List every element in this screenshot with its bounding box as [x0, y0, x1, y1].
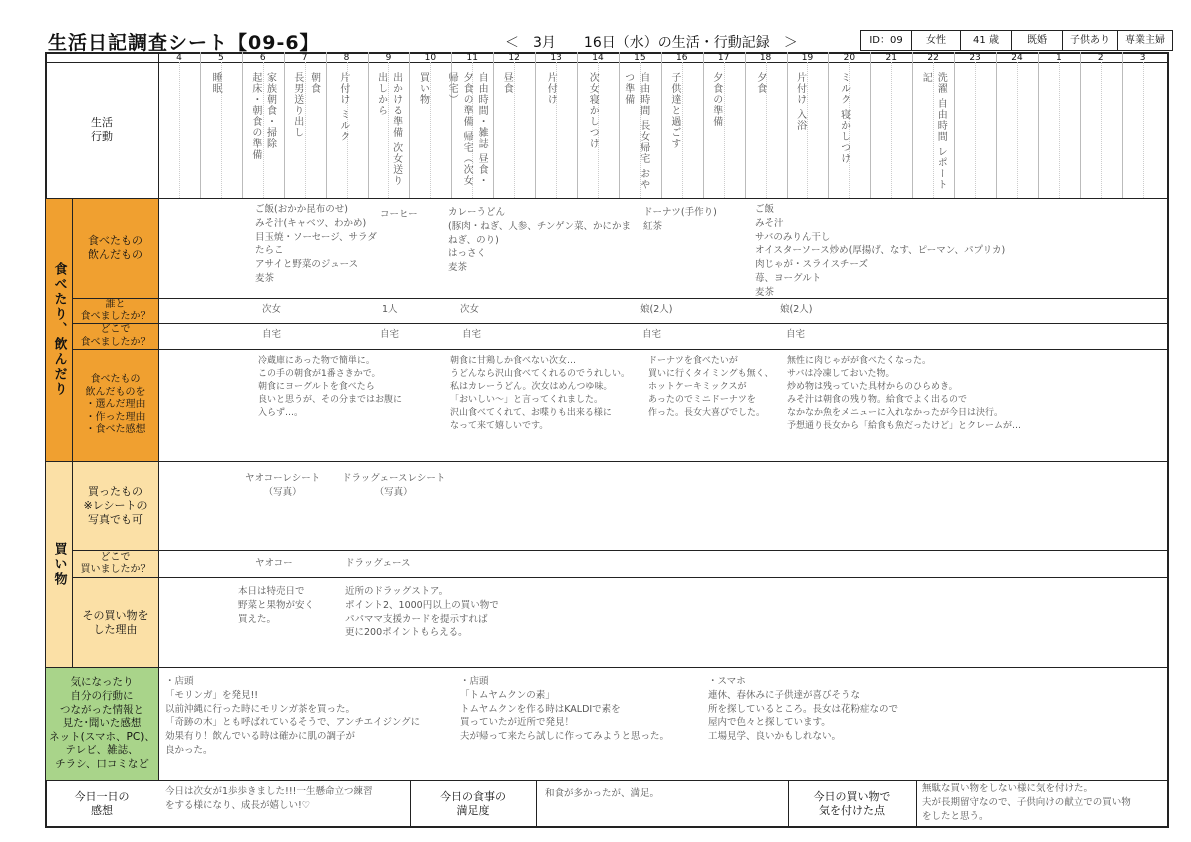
- respondent-info: [860, 30, 1173, 51]
- grid-line: [242, 52, 243, 198]
- hour-label: 20: [843, 53, 856, 63]
- food-category: 食べたり、飲んだり: [46, 198, 72, 461]
- grid-line: [788, 780, 789, 827]
- hour-label: 13: [550, 53, 562, 63]
- hour-label: 12: [508, 53, 520, 63]
- life-action-entry: 子供達と過ごす: [668, 72, 680, 149]
- grid-line: [46, 667, 1168, 668]
- respondent-occupation: 専業主婦: [1125, 35, 1165, 46]
- grid-line: [912, 52, 913, 198]
- grid-line: [870, 52, 871, 198]
- who-breakfast: 次女: [262, 304, 282, 315]
- who-coffee: 1人: [382, 304, 398, 315]
- shop-why-yaoko: 本日は特売日で 野菜と果物が安く 買えた。: [238, 586, 315, 625]
- grid-line: [996, 52, 997, 198]
- grid-line: [46, 198, 1168, 199]
- food-what-label: 食べたもの 飲んだもの: [73, 198, 158, 298]
- grid-line: [46, 780, 1168, 781]
- hour-label: 19: [801, 53, 814, 63]
- who-dinner: 娘(2人): [780, 304, 813, 315]
- grid-line: [200, 52, 201, 198]
- food-breakfast: ご飯(おかか昆布のせ) みそ汁(キャベツ、わかめ) 目玉焼・ソーセージ、サラダ たらこ アサイと野菜のジュース 麦茶: [255, 204, 377, 284]
- info-note-moringa: ・店頭 「モリンガ」を発見!! 以前沖縄に行った時にモリンガ茶を買った。 「奇跡の木」とも呼ばれているそうで、アンチエイジングに 効果有り！飲んでいる時は確かに肌の調子が 良かった。: [165, 676, 421, 756]
- hour-label: 22: [927, 53, 939, 63]
- where-coffee: 自宅: [380, 329, 400, 340]
- grid-line: [661, 52, 662, 198]
- life-action-label: 生活 行動: [91, 115, 113, 143]
- why-lunch: 朝食に甘鶏しか食べない次女… うどんなら沢山食べてくれるのでうれしい。 私はカレーうどん。次女はめんつゆ味。 「おいしい～」と言ってくれました。 沢山食べてくれて、お喋りも出来る様に なって来て嬉しいです。: [450, 356, 631, 432]
- sheet-title: 生活日記調査シート【09-6】: [48, 32, 320, 54]
- footer-shop-text: 無駄な買い物をしない様に気を付けた。 夫が長期留守なので、子供向けの献立での買い物 をしたと思う。: [922, 783, 1131, 822]
- grid-line: [46, 461, 1168, 462]
- life-action-entry: 次女寝かしつけ: [587, 72, 599, 149]
- hour-label: 9: [385, 53, 392, 63]
- grid-line: [916, 780, 917, 827]
- shop-where-label: どこで 買いましたか？: [73, 551, 158, 577]
- why-dinner: 無性に肉じゃがが食べたくなった。 サバは冷凍しておいた物。 炒め物は残っていた具材からのひらめき。 みそ汁は朝食の残り物。給食でよく出るので なかなか魚をメニューに入れなかったが今日は決行。 予想通り長女から「給食も魚だったけど」とクレームが…: [787, 356, 1022, 432]
- life-action-entry: ミルク 寝かしつけ: [838, 72, 850, 165]
- where-lunch: 自宅: [462, 329, 482, 340]
- hour-label: 15: [634, 53, 646, 63]
- hour-label: 8: [343, 53, 350, 63]
- grid-line: [46, 62, 1168, 63]
- respondent-id: ID：09: [861, 31, 912, 50]
- food-lunch: カレーうどん (豚肉・ねぎ、人参、チンゲン菜、かにかま ねぎ、のり) はっさく 麦茶: [448, 207, 631, 274]
- grid-line: [787, 52, 788, 198]
- hour-label: 24: [1011, 53, 1023, 63]
- grid-line: [73, 323, 1168, 324]
- grid-line: [975, 62, 976, 198]
- grid-line: [1122, 52, 1123, 198]
- grid-line: [514, 62, 515, 198]
- grid-line: [1059, 62, 1060, 198]
- hour-label: 10: [424, 53, 437, 63]
- info-note-tomyum: ・店頭 「トムヤムクンの素」 トムヤムクンを作る時はKALDIで素を 買っていたが近所で発見！ 夫が帰って来たら試しに作ってみようと思った。: [460, 676, 670, 743]
- hour-label: 2: [1097, 53, 1104, 63]
- footer-day-label: 今日一日の 感想: [74, 790, 130, 817]
- life-action-entry: 出かける準備 次女送り出しから: [375, 72, 402, 187]
- where-snack: 自宅: [642, 329, 662, 340]
- where-dinner: 自宅: [786, 329, 806, 340]
- footer-meal-label: 今日の食事の 満足度: [440, 790, 506, 817]
- life-action-entry: 夕食: [754, 72, 766, 94]
- grid-line: [1017, 62, 1018, 198]
- grid-line: [179, 62, 180, 198]
- grid-line: [577, 52, 578, 198]
- grid-line: [703, 52, 704, 198]
- grid-line: [72, 198, 73, 667]
- hour-label: 6: [259, 53, 266, 63]
- hour-label: 11: [466, 53, 478, 63]
- hour-label: 3: [1139, 53, 1146, 63]
- grid-line: [368, 52, 369, 198]
- food-why-label: 食べたもの 飲んだものを ・選んだ理由 ・作った理由 ・食べた感想: [73, 350, 158, 461]
- grid-line: [1080, 52, 1081, 198]
- food-snack: ドーナツ(手作り) 紅茶: [643, 207, 717, 232]
- shop-what-yaoko: ヤオコーレシート （写真）: [245, 473, 321, 498]
- grid-line: [430, 62, 431, 198]
- life-action-entry: 片付け: [545, 72, 557, 105]
- life-action-entry: 自由時間 長女帰宅 おやつ準備: [622, 72, 649, 191]
- food-where-label: どこで 食べましたか？: [73, 324, 158, 349]
- life-action-entry: 片付け 入浴: [794, 72, 806, 132]
- hour-label: 1: [1055, 53, 1062, 63]
- food-coffee: コーヒー: [380, 209, 418, 220]
- grid-line: [682, 62, 683, 198]
- footer-day-text: 今日は次女が1歩歩きました!!!一生懸命立つ練習 をする様になり、成長が嬉しい!♡: [165, 786, 373, 811]
- grid-line: [409, 52, 410, 198]
- why-snack: ドーナツを食べたいが 買いに行くタイミングも無く、 ホットケーキミックスが あったのでミニドーナツを 作った。長女大喜びでした。: [648, 356, 774, 419]
- grid-line: [305, 62, 306, 198]
- grid-line: [73, 577, 1168, 578]
- grid-line: [284, 52, 285, 198]
- hour-label: 14: [592, 53, 604, 63]
- grid-line: [619, 52, 620, 198]
- life-action-entry: 起床・朝食の準備: [249, 72, 261, 160]
- life-action-entry: 長男送り出し: [291, 72, 303, 138]
- info-note-smartphone: ・スマホ 連休、春休みに子供達が喜びそうな 所を探しているところ。長女は花粉症なので 屋内で色々と探しています。 工場見学、良いかもしれない。: [708, 676, 899, 743]
- food-who-label: 誰と 食べましたか？: [73, 299, 158, 323]
- grid-line: [1038, 52, 1039, 198]
- hour-label: 17: [717, 53, 730, 63]
- grid-line: [745, 52, 746, 198]
- respondent-marital: 既婚: [1012, 31, 1063, 50]
- life-action-entry: 洗濯 自由時間 レポート記: [920, 72, 947, 191]
- hour-label: 16: [676, 53, 688, 63]
- grid-line: [828, 52, 829, 198]
- grid-line: [158, 52, 159, 780]
- hour-label: 23: [969, 53, 981, 63]
- grid-line: [1101, 62, 1102, 198]
- grid-line: [1143, 62, 1144, 198]
- grid-line: [73, 349, 1168, 350]
- shop-where-drug: ドラッグェース: [345, 558, 411, 569]
- grid-line: [891, 62, 892, 198]
- shop-why-drug: 近所のドラッグストア。 ポイント2、1000円以上の買い物で パパママ支援カードを提示すれば 更に200ポイントもらえる。: [345, 586, 499, 639]
- hour-label: 5: [217, 53, 224, 63]
- life-action-entry: 睡眠: [210, 72, 222, 94]
- respondent-age: 41 歳: [961, 31, 1012, 50]
- who-snack: 娘(2人): [640, 304, 673, 315]
- hour-label: 4: [176, 53, 182, 63]
- shopping-category: 買い物: [46, 462, 72, 667]
- hour-label: 21: [885, 53, 897, 63]
- who-lunch: 次女: [460, 304, 480, 315]
- hour-label: 18: [759, 53, 772, 63]
- sheet-code: 【09-6】: [228, 32, 320, 54]
- info-label: 気になったり 自分の行動に つながった情報と 見た･聞いた感想 ネット(スマホ、PC)、 テレビ、雑誌、 チラシ、口コミなど: [46, 668, 158, 780]
- footer-shop-label: 今日の買い物で 気を付けた点: [813, 790, 891, 817]
- life-action-entry: 家族朝食・掃除: [264, 72, 276, 149]
- food-dinner: ご飯 みそ汁 サバのみりん干し オイスターソース炒め(厚揚げ、なす、ピーマン、パプリカ) 肉じゃが・スライスチーズ 苺、ヨーグルト 麦茶: [755, 204, 1006, 298]
- grid-line: [536, 780, 537, 827]
- why-breakfast: 冷蔵庫にあった物で簡単に。 この手の朝食が1番さきかで。 朝食にヨーグルトを食べたら 良いと思うが、その分まではお腹に 入らず…。: [258, 356, 403, 419]
- footer-meal-text: 和食が多かったが、満足。: [545, 788, 660, 799]
- life-action-entry: 自由時間・雑誌 昼食・夕食の準備 帰宅（次女帰宅）: [446, 72, 488, 187]
- shop-where-yaoko: ヤオコー: [255, 558, 293, 569]
- life-action-entry: 片付け ミルク: [337, 72, 349, 143]
- shop-why-label: その買い物を した理由: [73, 578, 158, 667]
- respondent-gender: 女性: [912, 31, 961, 50]
- life-action-entry: 夕食の準備: [710, 72, 722, 127]
- grid-line: [326, 52, 327, 198]
- grid-line: [410, 780, 411, 827]
- date-line: ＜ 3月 16日（水）の生活・行動記録 ＞: [505, 35, 798, 51]
- where-breakfast: 自宅: [262, 329, 282, 340]
- grid-line: [73, 550, 1168, 551]
- shop-what-label: 買ったもの ※レシートの 写真でも可: [73, 462, 158, 550]
- life-action-entry: 朝食: [308, 72, 320, 94]
- grid-line: [954, 52, 955, 198]
- grid-line: [535, 52, 536, 198]
- life-action-entry: 買い物: [417, 72, 429, 105]
- grid-line: [724, 62, 725, 198]
- hour-label: 7: [301, 53, 308, 63]
- respondent-children: 子供あり: [1063, 31, 1118, 50]
- life-action-entry: 昼食: [501, 72, 513, 94]
- grid-line: [493, 52, 494, 198]
- shop-what-drug: ドラッグェースレシート （写真）: [342, 473, 446, 498]
